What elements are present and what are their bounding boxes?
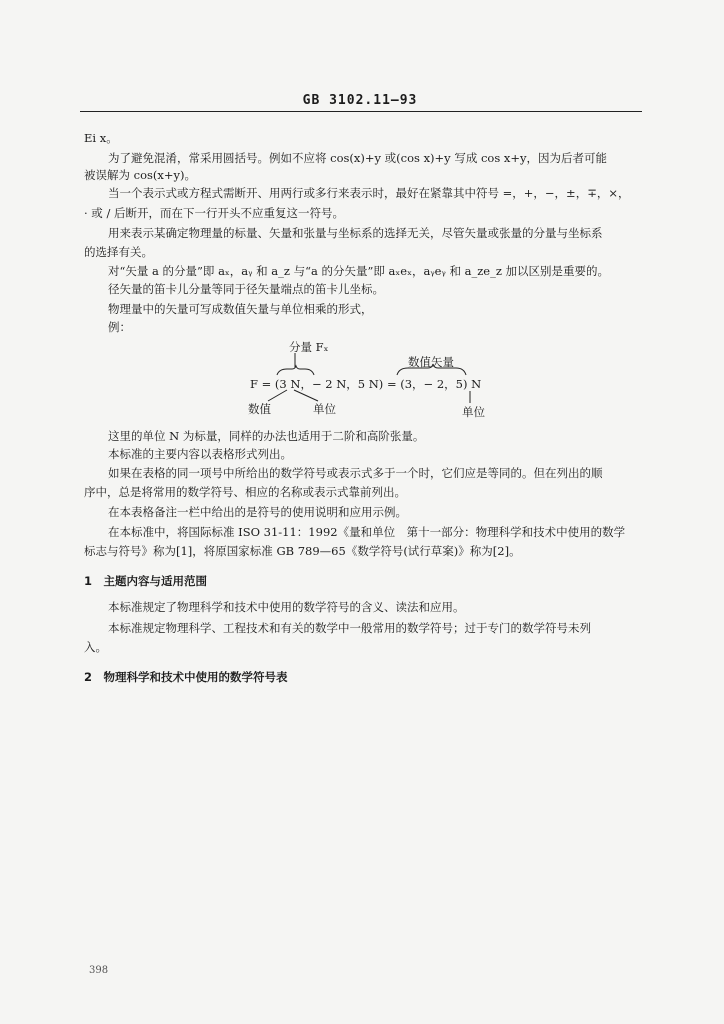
- section-1-heading: 1 主题内容与适用范围: [84, 574, 208, 588]
- paragraph-line: 在本表格备注一栏中给出的是符号的使用说明和应用示例。: [108, 505, 407, 519]
- numeric-vector-label: 数值矢量: [408, 355, 454, 369]
- page-number: 398: [89, 965, 109, 976]
- running-header: GB 3102.11—93: [302, 93, 418, 108]
- paragraph-line: 物理量中的矢量可写成数值矢量与单位相乘的形式，: [108, 302, 373, 316]
- paragraph-line: 标志与符号》称为[1]，将原国家标准 GB 789—65《数学符号(试行草案)》称为[2]。: [84, 544, 521, 558]
- paragraph-line: 径矢量的笛卡儿分量等同于径矢量端点的笛卡儿坐标。: [108, 282, 384, 296]
- value-label: 数值: [248, 402, 271, 416]
- paragraph-line: 序中，总是将常用的数学符号、相应的名称或表示式靠前列出。: [84, 485, 406, 499]
- paragraph-line: 如果在表格的同一项号中所给出的数学符号或表示式多于一个时，它们应是等同的。但在列出的顺: [108, 466, 603, 480]
- paragraph-line: 例：: [108, 320, 131, 334]
- paragraph-line: 在本标准中，将国际标准 ISO 31-11：1992《量和单位 第十一部分：物理科学和技术中使用的数学: [108, 525, 626, 539]
- paragraph-line: 为了避免混淆，常采用圆括号。例如不应将 cos(x)+y 或(cos x)+y 写成 cos x+y，因为后者可能: [108, 151, 608, 165]
- paragraph-line: 对“矢量 a 的分量”即 aₓ，aᵧ 和 a_z 与“a 的分矢量”即 aₓeₓ，aᵧeᵧ 和 a_ze_z 加以区别是重要的。: [108, 264, 610, 278]
- unit-label-left: 单位: [313, 402, 336, 416]
- paragraph-line: 用来表示某确定物理量的标量、矢量和张量与坐标系的选择无关，尽管矢量或张量的分量与坐标系: [108, 226, 603, 240]
- unit-pointer-left: [294, 390, 318, 401]
- paragraph-line: · 或 / 后断开，而在下一行开头不应重复这一符号。: [84, 206, 344, 220]
- paragraph-line: 的选择有关。: [84, 245, 153, 259]
- unit-label-right: 单位: [462, 405, 485, 419]
- paragraph-line: 当一个表示式或方程式需断开、用两行或多行来表示时，最好在紧靠其中符号 =，+，−，±，∓，×，: [108, 186, 630, 200]
- paragraph-line: Ei x。: [84, 131, 118, 145]
- component-label: 分量 Fₓ: [289, 340, 329, 354]
- paragraph-line: 本标准规定了物理科学和技术中使用的数学符号的含义、读法和应用。: [108, 600, 465, 614]
- paragraph-line: 本标准的主要内容以表格形式列出。: [108, 447, 292, 461]
- example-equation: F = (3 N，− 2 N，5 N) = (3，− 2，5) N: [250, 377, 482, 391]
- section-2-heading: 2 物理科学和技术中使用的数学符号表: [84, 670, 288, 684]
- paragraph-line: 被误解为 cos(x+y)。: [84, 168, 197, 182]
- paragraph-line: 这里的单位 N 为标量，同样的办法也适用于二阶和高阶张量。: [108, 429, 425, 443]
- numeric-vector-brace: [397, 364, 466, 375]
- paragraph-line: 入。: [84, 640, 107, 654]
- paragraph-line: 本标准规定物理科学、工程技术和有关的数学中一般常用的数学符号；过于专门的数学符号未列: [108, 621, 591, 635]
- component-brace: [277, 366, 314, 375]
- value-pointer: [268, 390, 287, 401]
